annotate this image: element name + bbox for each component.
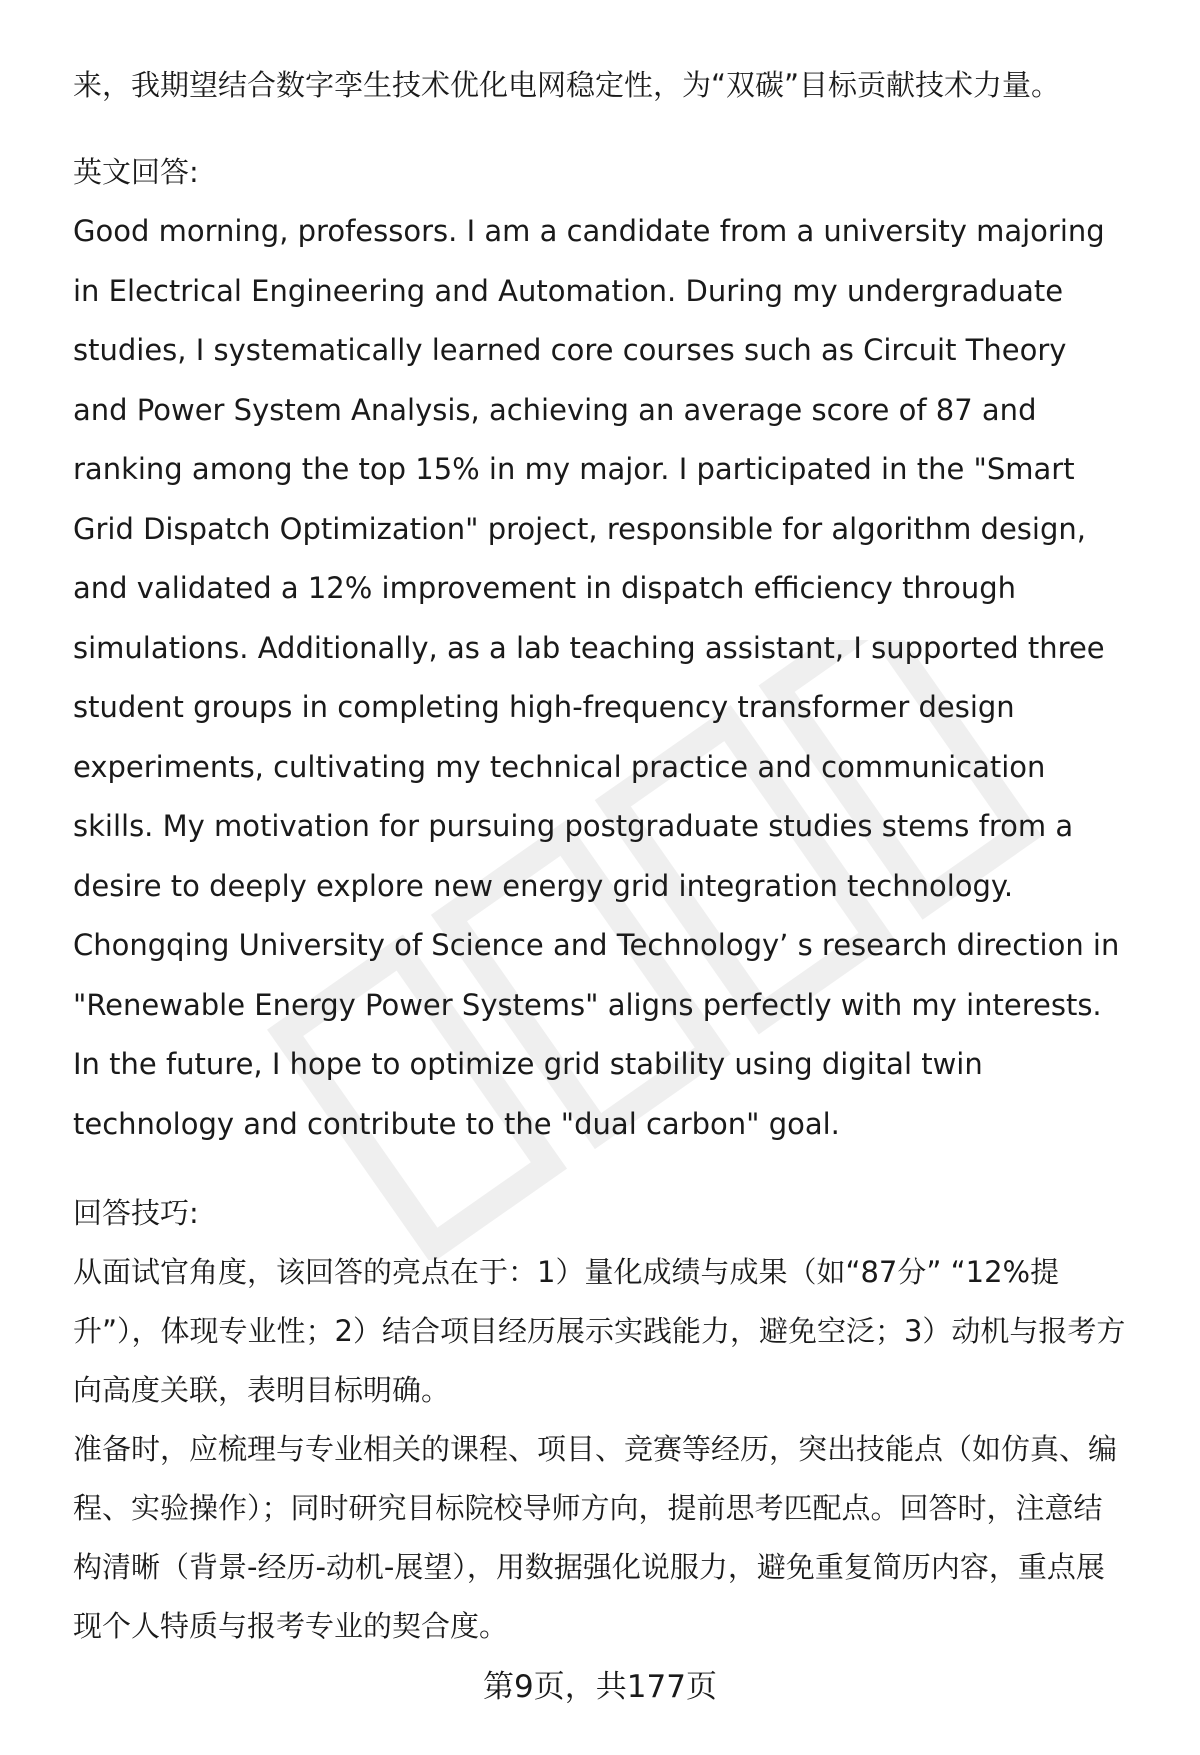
tips-paragraph-2: 准备时，应梳理与专业相关的课程、项目、竞赛等经历，突出技能点（如仿真、编程、实验操作）；同时研究目标院校导师方向，提前思考匹配点。回答时，注意结构清晰（背景-经历-动机-展望），用数据强化说服力，避免重复简历内容，重点展现个人特质与报考专业的契合度。 — [73, 1432, 1118, 1643]
intro-tail-text: 来，我期望结合数字孪生技术优化电网稳定性，为“双碳”目标贡献技术力量。 — [73, 68, 1061, 102]
english-answer-text: Good morning, professors. I am a candidate from a university majoring in Electrical Engineering and Automation. During my undergraduate studies, I systematically learned core courses such as Circuit Theory and Power System Analysis, achieving an average score of 87 and ranking among the top 15% in my major. I participated in the "Smart Grid Dispatch Optimization" project, responsible for algorithm design, and validated a 12% improvement in dispatch efficiency through simulations. Additionally, as a lab teaching assistant, I supported three student groups in completing high-frequency transformer design experiments, cultivating my technical practice and communication skills. My motivation for pursuing postgraduate studies stems from a desire to deeply explore new energy grid integration technology. Chongqing University of Science and Technology’ s research direction in "Renewable Energy Power Systems" aligns perfectly with my interests. In the future, I hope to optimize grid stability using digital twin technology and contribute to the "dual carbon" goal. — [73, 214, 1120, 1141]
tips-paragraph-1: 从面试官角度，该回答的亮点在于：1）量化成绩与成果（如“87分” “12%提升”），体现专业性；2）结合项目经历展示实践能力，避免空泛；3）动机与报考方向高度关联，表明目标明确。 — [73, 1255, 1126, 1407]
page-footer: 第9页，共177页 — [483, 1669, 717, 1705]
english-answer-heading: 英文回答: — [73, 155, 199, 189]
tips-heading: 回答技巧: — [73, 1196, 199, 1230]
